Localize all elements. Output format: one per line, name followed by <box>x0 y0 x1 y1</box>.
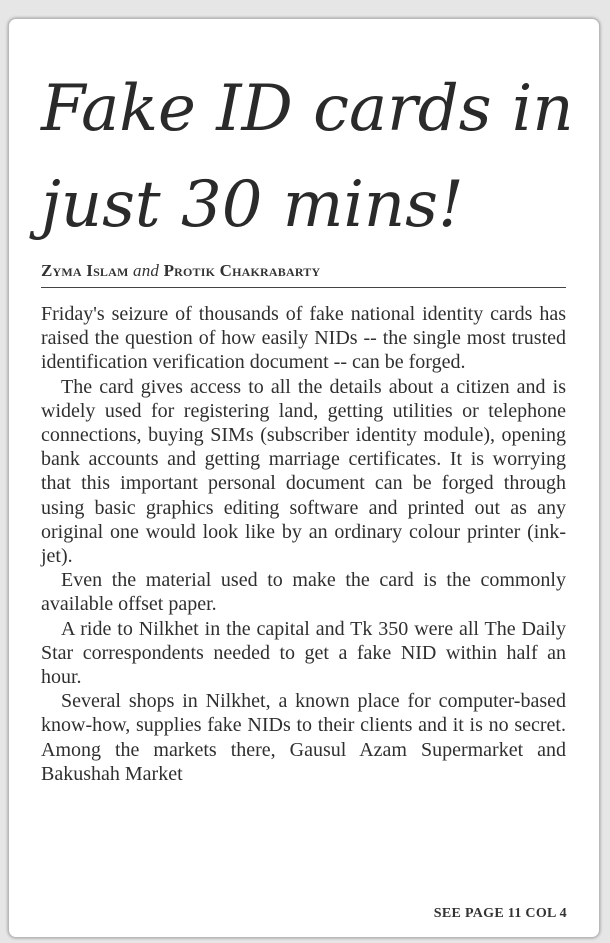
byline-conjunction: and <box>133 261 160 280</box>
paragraph: A ride to Nilkhet in the capital and Tk 350 were all The Daily Star correspondents needed to get a fake NID within half an hour. <box>41 617 566 689</box>
paragraph: Even the material used to make the card is the commonly available offset paper. <box>41 569 566 616</box>
paragraph: Several shops in Nilkhet, a known place for computer-based know-how, supplies fake NIDs to their clients and it is no secret. Among the markets there, Gausul Azam Supermarket and Bakushah Market <box>41 690 566 785</box>
author-name: Protik Chakrabarty <box>163 261 321 280</box>
news-clipping <box>8 18 600 938</box>
headline: Fake ID cards in just 30 mins! <box>41 72 574 242</box>
paragraph: Friday's seizure of thousands of fake national identity cards has raised the question of how easily NIDs -- the single most trusted identification verification document -- can be forged. <box>41 303 566 374</box>
paragraph: The card gives access to all the details about a citizen and is widely used for registering land, getting utilities or telephone connections, buying SIMs (subscriber identity module), opening bank accounts and getting marriage certificates. It is worrying that this important personal document can be forged through using basic graphics editing software and printed out as any original one would look like by an ordinary colour printer (ink-jet). <box>41 375 566 568</box>
byline <box>41 259 566 288</box>
author-name: Zyma Islam <box>41 261 129 280</box>
continuation-note: SEE PAGE 11 COL 4 <box>433 906 567 921</box>
article-body <box>41 302 566 786</box>
